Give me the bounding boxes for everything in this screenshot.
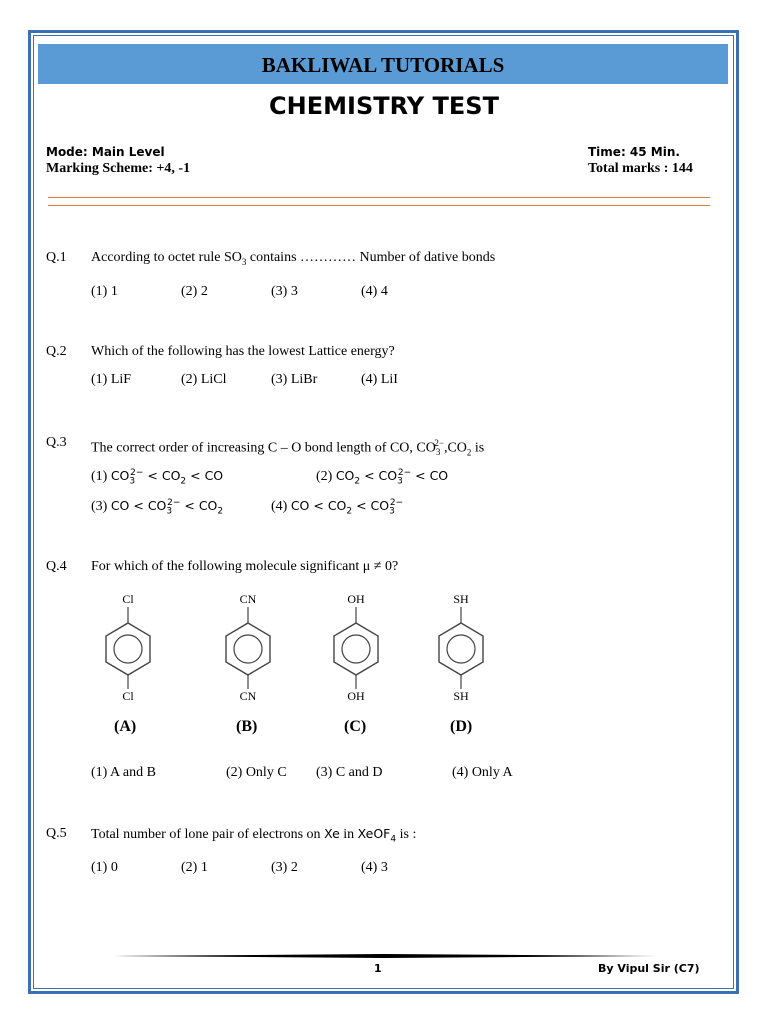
header-rule-top [48,197,710,198]
substituent-bottom: SH [453,689,469,703]
substituent-bottom: OH [347,689,365,703]
substituent-bottom: Cl [122,689,134,703]
question-text: Which of the following has the lowest Lattice energy? [91,344,395,359]
author-credit: By Vipul Sir (C7) [598,962,700,975]
substituent-top: CN [239,592,257,606]
q1-option-1[interactable]: (1) 1 [91,284,118,299]
molecule-label-c: (C) [344,718,367,735]
question-text: According to octet rule $SO_3$ contains ………… Number of dative bonds [91,250,496,267]
marking-scheme: Marking Scheme: +4, -1 [46,161,191,176]
question-number: Q.5 [46,826,67,841]
substituent-top: Cl [122,592,134,606]
q4-option-4[interactable]: (4) Only A [452,765,513,780]
page-number: 1 [374,962,382,975]
q2-option-4[interactable]: (4) LiI [361,372,398,387]
time-label: Time: 45 Min. [588,145,680,159]
q1-option-2[interactable]: (2) 2 [181,284,208,299]
q5-option-4[interactable]: (4) 3 [361,860,388,875]
molecule-label-a: (A) [114,718,137,735]
q1-option-4[interactable]: (4) 4 [361,284,388,299]
q5-option-3[interactable]: (3) 2 [271,860,298,875]
q5-option-1[interactable]: (1) 0 [91,860,118,875]
substituent-bottom: CN [239,689,257,703]
benzene-ring-icon [431,607,491,689]
q3-option-1[interactable]: (1) $CO_3^{2-} < CO_2$ < CO [91,468,224,487]
q4-option-2[interactable]: (2) Only C [226,765,287,780]
benzene-ring-icon [326,607,386,689]
question-number: Q.2 [46,344,67,359]
substituent-top: SH [453,592,469,606]
q2-option-1[interactable]: (1) LiF [91,372,132,387]
q3-option-2[interactable]: (2) $CO_2 < CO_3^{2-}$ < CO [316,468,449,487]
substituent-top: OH [347,592,365,606]
q3-option-4[interactable]: (4) CO < $CO_2 < CO_3^{2-}$ [271,498,404,517]
molecule-a [98,592,158,704]
benzene-ring-icon [98,607,158,689]
molecule-label-d: (D) [450,718,473,735]
q3-option-3[interactable]: (3) CO < $CO_3^{2-} < CO_2$ [91,498,224,517]
q5-option-2[interactable]: (2) 1 [181,860,208,875]
molecule-d [431,592,491,704]
test-title: CHEMISTRY TEST [269,92,499,120]
total-marks: Total marks : 144 [588,161,693,176]
question-number: Q.1 [46,250,67,265]
molecule-b [218,592,278,704]
benzene-ring-icon [218,607,278,689]
q2-option-3[interactable]: (3) LiBr [271,372,318,387]
footer-divider [113,954,658,958]
q4-option-1[interactable]: (1) A and B [91,765,156,780]
q4-option-3[interactable]: (3) C and D [316,765,383,780]
institute-banner: BAKLIWAL TUTORIALS [38,44,728,84]
question-text: The correct order of increasing C – O bond length of CO, $CO_3^{2-},CO_2$ is [91,438,485,458]
molecule-c [326,592,386,704]
q2-option-2[interactable]: (2) LiCl [181,372,227,387]
question-text: For which of the following molecule significant μ ≠ 0? [91,559,399,574]
molecule-label-b: (B) [236,718,258,735]
header-rule-bottom [48,205,710,206]
q1-option-3[interactable]: (3) 3 [271,284,298,299]
question-text: Total number of lone pair of electrons on Xe in XeOF$_4$ is : [91,826,417,845]
question-number: Q.4 [46,559,67,574]
question-number: Q.3 [46,435,67,450]
mode-label: Mode: Main Level [46,145,165,159]
